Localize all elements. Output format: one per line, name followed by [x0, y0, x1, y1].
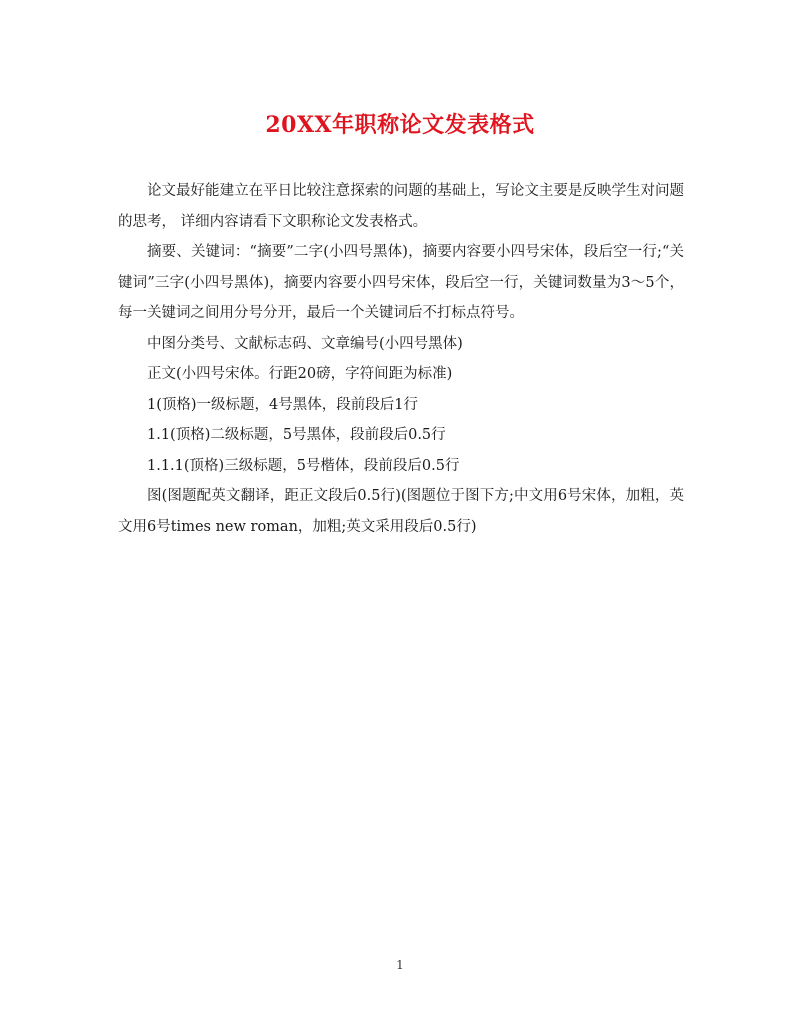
paragraph-heading-level-3: 1.1.1(顶格)三级标题，5号楷体，段前段后0.5行 — [147, 457, 460, 474]
page-number: 1 — [396, 958, 404, 972]
paragraph-classification: 中图分类号、文献标志码、文章编号(小四号黑体) — [147, 335, 463, 352]
paragraph-figure: 图(图题配英文翻译，距正文段后0.5行)(图题位于图下方;中文用6号宋体，加粗，英文用6号times new roman，加粗;英文采用段后0.5行) — [118, 488, 684, 535]
paragraph-heading-level-1: 1(顶格)一级标题，4号黑体，段前段后1行 — [147, 396, 418, 413]
paragraph-body-text: 正文(小四号宋体。行距20磅，字符间距为标准) — [147, 366, 453, 382]
document-title: 20XX年职称论文发表格式 — [265, 112, 535, 138]
paragraph-intro: 论文最好能建立在平日比较注意探索的问题的基础上，写论文主要是反映学生对问题的思考， 详细内容请看下文职称论文发表格式。 — [118, 183, 684, 230]
paragraph-abstract-keywords: 摘要、关键词：“摘要”二字(小四号黑体)，摘要内容要小四号宋体，段后空一行;“关键词”三字(小四号黑体)，摘要内容要小四号宋体，段后空一行，关键词数量为3～5个，每一关键词之间用分号分开，最后一个关键词后不打标点符号。 — [118, 244, 684, 321]
document-body — [118, 176, 684, 542]
paragraph-heading-level-2: 1.1(顶格)二级标题，5号黑体，段前段后0.5行 — [147, 427, 446, 443]
